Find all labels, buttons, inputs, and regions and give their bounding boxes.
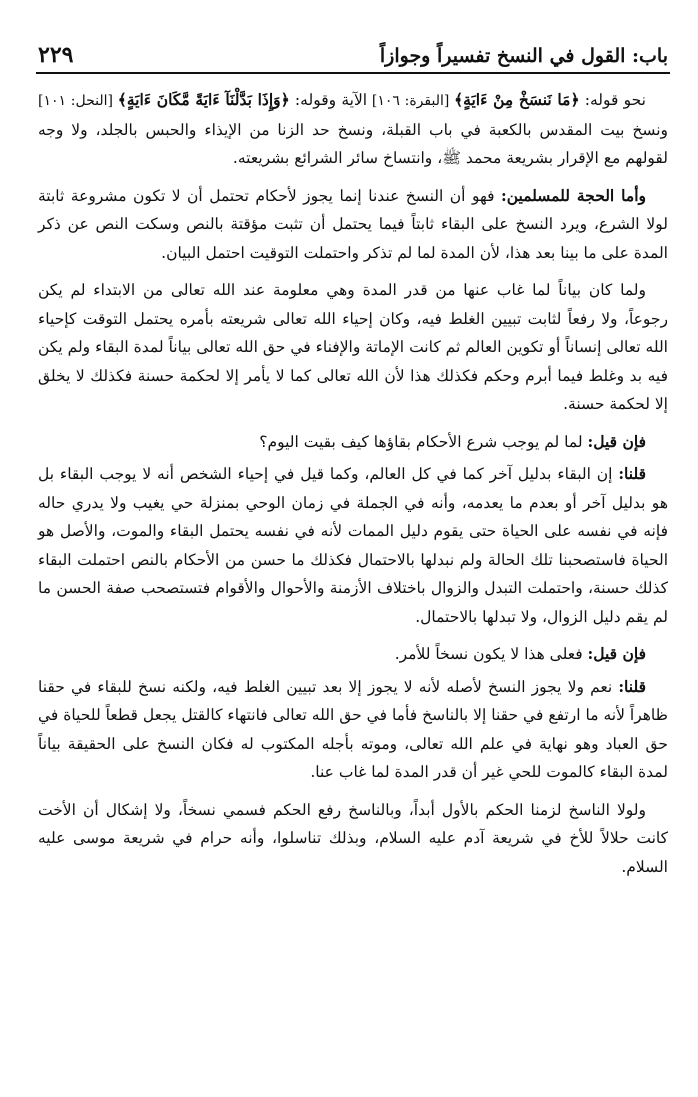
paragraph-text: فهو أن النسخ عندنا إنما يجوز لأحكام تحتمل أن لا تكون مشروعة ثابتة لولا الشرع، ويرد النسخ على البقاء ثابتاً فيما يحتمل أن تثبت مؤقتة بالنص وسكت النص عن ذكر المدة على ما بينا بعد هذا، لأن المدة لما لم تذكر واحتملت التوقيت احتمل البيان.: [38, 186, 668, 262]
paragraph-lead: وأما الحجة للمسلمين:: [501, 185, 646, 205]
paragraph-text: نحو قوله:: [579, 91, 646, 109]
paragraph-text: ونسخ بيت المقدس بالكعبة في باب القبلة، ونسخ حد الزنا من الإيذاء والحبس بالجلد، ولا وجه لقولهم مع الإقرار بشريعة محمد ﷺ، وانتساخ سائر الشرائع بشريعته.: [38, 120, 668, 167]
quran-verse: ﴿وَإِذَا بَدَّلْنَآ ءَايَةً مَّكَانَ ءَايَةٍ﴾: [117, 90, 290, 109]
quran-verse: ﴿مَا نَنسَخْ مِنْ ءَايَةٍ﴾: [454, 90, 580, 109]
page-body: [38, 86, 668, 890]
paragraph-text: لما لم يوجب شرع الأحكام بقاؤها كيف بقيت اليوم؟: [259, 432, 588, 451]
paragraph-4: [38, 428, 668, 457]
paragraph-lead: قلنا:: [618, 464, 646, 483]
paragraph-1: [38, 86, 668, 173]
paragraph-6: [38, 640, 668, 669]
paragraph-8: [38, 796, 668, 882]
paragraph-text: فعلى هذا لا يكون نسخاً للأمر.: [394, 645, 588, 663]
verse-reference: [النحل: ١٠١]: [38, 93, 118, 109]
verse-reference: [البقرة: ١٠٦]: [367, 93, 455, 109]
header-divider: [36, 72, 670, 74]
paragraph-text: الآية وقوله:: [289, 91, 368, 109]
paragraph-lead: قلنا:: [618, 676, 646, 696]
page-number: ٢٢٩: [38, 41, 74, 68]
chapter-title: باب: القول في النسخ تفسيراً وجوازاً: [379, 45, 668, 68]
paragraph-2: [38, 182, 668, 268]
paragraph-7: [38, 673, 668, 787]
paragraph-text: ولولا الناسخ لزمنا الحكم بالأول أبداً، وبالناسخ رفع الحكم فسمي نسخاً، ولا إشكال أن الأخت كانت حلالاً للأخ في شريعة آدم عليه السلام، وبذلك تناسلوا، وأنه حرام في شريعة موسى عليه السلام.: [38, 800, 668, 876]
paragraph-3: [38, 276, 668, 419]
paragraph-text: إن البقاء بدليل آخر كما في كل العالم، وكما قيل في إحياء الشخص أنه لا يوجب البقاء بل هو بدليل آخر أو بعدم ما يعدمه، وأنه في الجملة في زمان الوحي بمنزلة حي يغيب ولا يدري حاله فإنه في نفسه على الحياة حتى يقوم دليل الممات لأنه في نفسه يحتمل البقاء والموت، والأصل هو الحياة فاستصحبنا تلك الحالة ولم نبدلها بالاحتمال فكذلك ما حسن من الأحكام بالنص احتملت البقاء كذلك حسنة، واحتملت التبدل والزوال باختلاف الأزمنة والأحوال والأقوام فتستصحب صفة الحسن ما لم يقم دليل الزوال، ولا تبدلها بالاحتمال.: [38, 465, 668, 626]
paragraph-text: ولما كان بياناً لما غاب عنها من قدر المدة وهي معلومة عند الله تعالى من الابتداء لم يكن رجوعاً، ولا رفعاً لثابت تبيين الغلط فيه، وكان إحياء الله تعالى شريعته بأمره يحتمل التوقت كإحياء الله تعالى إنساناً أو تكوين العالم ثم كانت الإماتة والإفناء في حق الله تعالى بياناً لمدة البقاء ولم يكن فيه بد وغلط فيما أبرم وحكم فكذلك هذا لأن الله تعالى كما لا يأمر إلا لحكمة حسنة فكذلك لا يخلق إلا لحكمة حسنة.: [38, 281, 668, 413]
paragraph-text: نعم ولا يجوز النسخ لأصله لأنه لا يجوز إلا بعد تبيين الغلط فيه، ولكنه نسخ للبقاء في حقنا ظاهراً لأنه ما ارتفع في حقنا إلا بالناسخ فأما في حق الله تعالى فانتهاء كالقتل يجعل قطعاً للحياة في حق العباد وهو نهاية في علم الله تعالى، وموته بأجله المكتوب له فكان النسخ على الحقيقة بياناً لمدة البقاء كالموت للحي غير أن قدر المدة لما غاب عنا.: [38, 677, 668, 781]
page-header: [38, 34, 668, 68]
paragraph-lead: فإن قيل:: [587, 431, 646, 451]
paragraph-5: [38, 460, 668, 631]
paragraph-lead: فإن قيل:: [587, 644, 646, 663]
